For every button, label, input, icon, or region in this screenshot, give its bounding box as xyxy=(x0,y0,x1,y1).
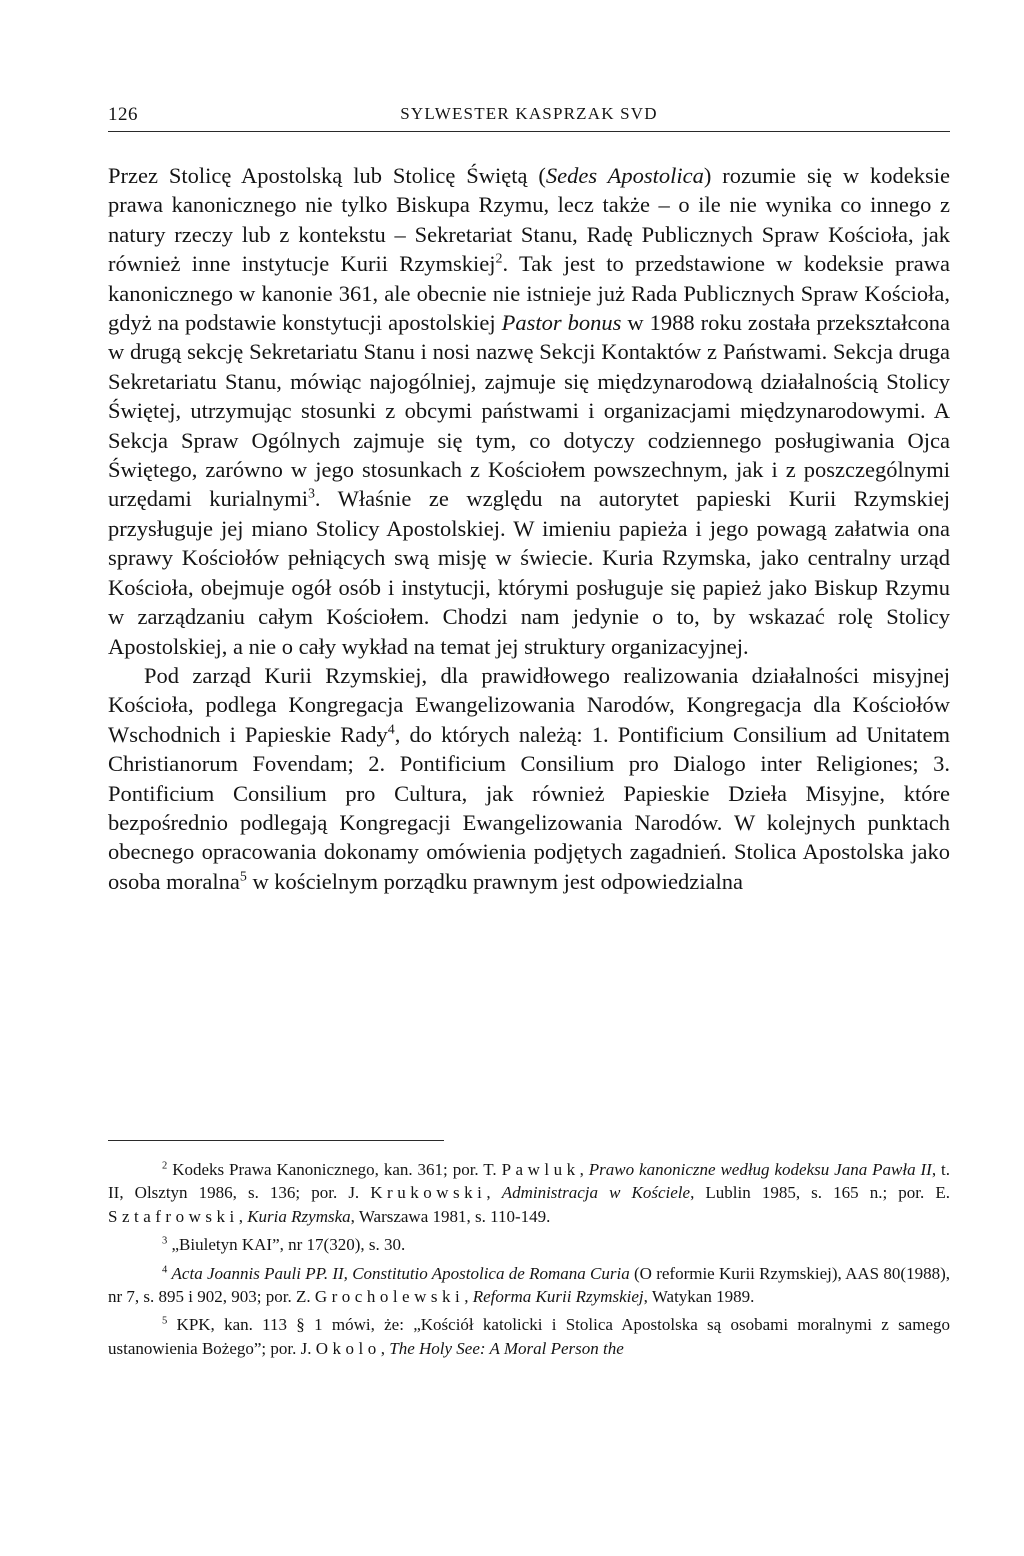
text-run: , xyxy=(380,1338,390,1358)
paragraph-2 xyxy=(108,661,950,896)
text-run: , xyxy=(238,1206,248,1226)
author-name: Pawluk xyxy=(501,1160,580,1179)
footnote-number: 2 xyxy=(162,1160,168,1172)
text-run: Pod zarząd Kurii Rzymskiej, dla prawidłowego realizowania działalności misyjnej Kościoła, podlega Kongregacja Ewangelizowania Narodów, Kongregacja dla Kościołów Wschodnich i Papieskie Rady xyxy=(108,662,950,747)
page-number: 126 xyxy=(108,104,138,125)
work-title: Administracja w Kościele xyxy=(501,1183,691,1203)
text-run: w kościelnym porządku prawnym jest odpowiedzialna xyxy=(246,868,743,894)
text-run: . Tak jest to przedstawione w kodeksie prawa kanonicznego w kanonie 361, ale obecnie nie istnieje już Rada Publicznych Spraw Kościoła, gdyż na podstawie konstytucji apostolskiej xyxy=(108,251,950,336)
footnote-2 xyxy=(108,1158,950,1228)
footnote-ref: 2 xyxy=(495,251,503,267)
text-run: . Właśnie ze względu na autorytet papieski Kurii Rzymskiej przysługuje jej miano Stolicy Apostolskiej. W imieniu papieża i jego powagą załatwia ona sprawy Kościołów pełniących swą misję w świecie. Kuria Rzymska, jako centralny urząd Kościoła, obejmuje ogół osób i instytucji, którymi posługuje się papież jako Biskup Rzymu w zarządzaniu całym Kościołem. Chodzi nam jedynie o to, by wskazać rolę Stolicy Apostolskiej, a nie o cały wykład na temat jej struktury organizacyjnej. xyxy=(108,486,950,659)
work-title: The Holy See: A Moral Person the xyxy=(389,1338,624,1358)
text-run: , t. II, Olsztyn 1986, s. 136; por. J. xyxy=(108,1160,950,1203)
footnote-number: 4 xyxy=(162,1264,168,1276)
text-run: Przez Stolicę Apostolską lub Stolicę Świętą ( xyxy=(108,163,546,188)
footnote-number: 5 xyxy=(162,1315,168,1327)
text-run: (O reformie Kurii Rzymskiej), AAS 80(1988), nr 7, s. 895 i 902, 903; por. Z. xyxy=(108,1263,950,1307)
body-text xyxy=(108,161,950,896)
text-run: „Biuletyn KAI”, nr 17(320), s. 30. xyxy=(167,1235,406,1255)
footnotes xyxy=(108,1158,950,1360)
text-run: ) rozumie się w kodeksie prawa kanonicznego nie tylko Biskupa Rzymu, lecz także – o ile nie wynika co innego z natury rzeczy lub z kontekstu – Sekretariat Stanu, Radę Publicznych Spraw Kościoła, jak również inne instytucje Kurii Rzymskiej xyxy=(108,163,950,277)
author-name: Krukowski xyxy=(370,1183,487,1203)
text-run: , xyxy=(464,1287,473,1307)
footnote-4 xyxy=(108,1262,950,1309)
text-run: , Watykan 1989. xyxy=(643,1287,755,1307)
footnote-ref: 5 xyxy=(239,869,247,885)
text-run: Kodeks Prawa Kanonicznego, kan. 361; por. T. xyxy=(167,1160,502,1179)
work-title: Acta Joannis Pauli PP. II, Constitutio Apostolica de Romana Curia xyxy=(171,1263,630,1283)
text-run: , xyxy=(579,1160,589,1179)
work-title: Prawo kanoniczne według kodeksu Jana Pawła II xyxy=(588,1160,932,1179)
footnote-ref: 3 xyxy=(307,486,315,502)
author-name: Grocholewski xyxy=(314,1287,465,1307)
italic-term: Sedes Apostolica xyxy=(545,163,704,188)
footnote-ref: 4 xyxy=(387,722,395,738)
author-name: Okolo xyxy=(315,1338,381,1358)
footnote-3 xyxy=(108,1233,950,1256)
italic-term: Pastor bonus xyxy=(501,310,622,336)
text-run: w 1988 roku została przekształcona w drugą sekcję Sekretariatu Stanu i nosi nazwę Sekcji Kontaktów z Państwami. Sekcja druga Sekretariatu Stanu, mówiąc najogólniej, zajmuje się międzynarodową działalnością Stolicy Świętej, utrzymując stosunki z obcymi państwami i organizacjami międzynarodowymi. A Sekcja Spraw Ogólnych zajmuje się tym, co dotyczy codziennego posługiwania Ojca Świętego, zarówno w jego stosunkach z Kościołem powszechnym, jak i z poszczególnymi urzędami kurialnymi xyxy=(108,310,951,512)
footnote-rule xyxy=(108,1140,444,1141)
footnote-5 xyxy=(108,1313,950,1360)
text-run: , xyxy=(486,1183,502,1203)
footnote-number: 3 xyxy=(162,1235,168,1247)
paragraph-1 xyxy=(108,161,950,661)
work-title: Reforma Kurii Rzymskiej xyxy=(472,1287,644,1307)
running-head xyxy=(108,102,950,134)
author-name: Sztafrowski xyxy=(108,1206,239,1226)
running-title: SYLWESTER KASPRZAK SVD xyxy=(400,104,658,123)
work-title: Kuria Rzymska xyxy=(247,1206,351,1226)
text-run: , Warszawa 1981, s. 110-149. xyxy=(350,1206,551,1226)
text-run: , Lublin 1985, s. 165 n.; por. E. xyxy=(690,1183,950,1203)
header-rule xyxy=(108,131,950,132)
text-run: KPK, kan. 113 § 1 mówi, że: „Kościół katolicki i Stolica Apostolska są osobami moralnymi z samego ustanowienia Bożego”; por. J. xyxy=(108,1315,950,1358)
text-run: , do których należą: 1. Pontificium Consilium ad Unitatem Christianorum Fovendam; 2. Pontificium Consilium pro Dialogo inter Religiones; 3. Pontificium Consilium pro Cultura, jak również Papieskie Dzieła Misyjne, które bezpośrednio podlegają Kongregacji Ewangelizowania Narodów. W kolejnych punktach obecnego opracowania dokonamy omówienia podjętych zagadnień. Stolica Apostolska jako osoba moralna xyxy=(108,721,950,894)
